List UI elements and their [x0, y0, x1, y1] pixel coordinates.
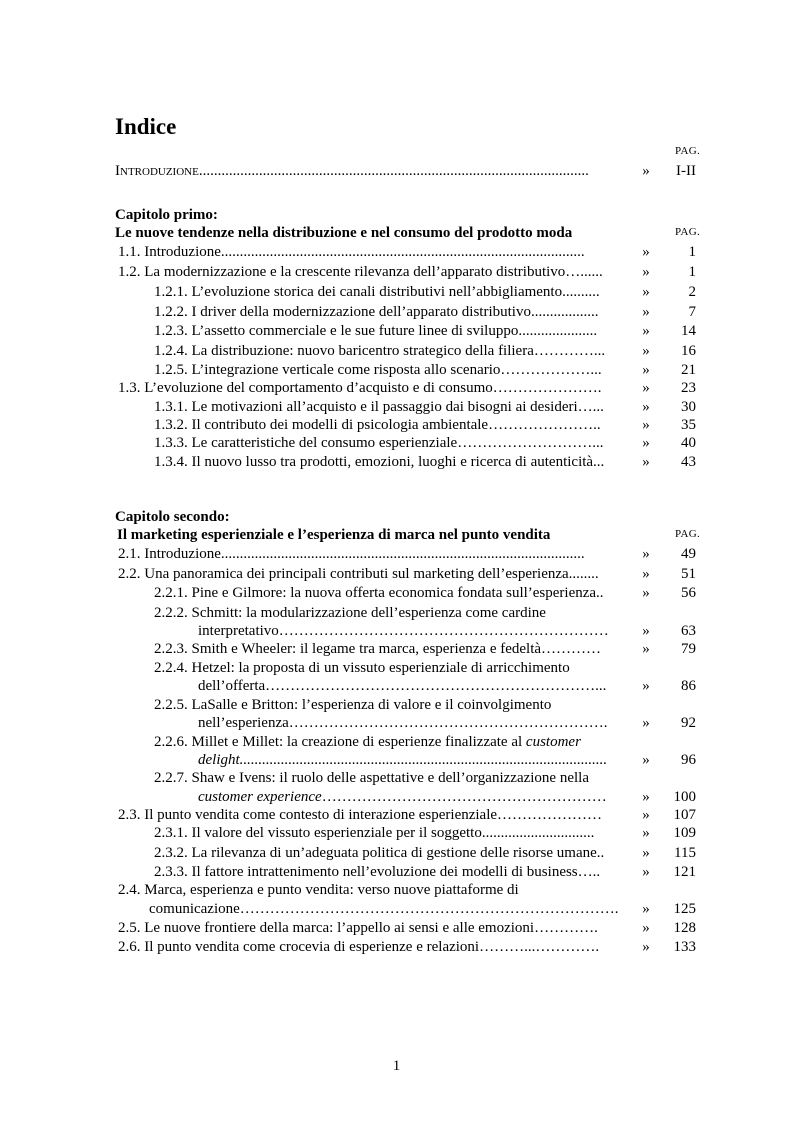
intro-label: Introduzione	[115, 163, 199, 179]
toc-entry-text: delight..................................................................................................	[198, 752, 608, 768]
toc-entry-text: dell’offerta…………………………………………………………...	[198, 678, 607, 694]
toc-row[interactable]	[0, 639, 793, 659]
raquo-glyph: »	[642, 566, 650, 582]
toc-page-number: 14	[681, 323, 696, 339]
page-number: 1	[392, 1058, 401, 1074]
raquo-glyph: »	[642, 417, 650, 433]
toc-row[interactable]	[0, 262, 793, 282]
toc-row[interactable]	[0, 918, 793, 938]
toc-entry-text	[198, 787, 636, 807]
toc-page-number: 121	[673, 864, 696, 880]
toc-row[interactable]	[0, 282, 793, 302]
toc-entry-text: 2.2.4. Hetzel: la proposta di un vissuto esperienziale di arricchimento	[154, 660, 570, 676]
toc-page-number: 133	[673, 939, 696, 955]
toc-page-number: 2	[688, 284, 696, 300]
toc-row[interactable]	[0, 787, 793, 807]
toc-page-number: 23	[681, 380, 696, 396]
toc-page-number: 1	[688, 244, 696, 260]
raquo-glyph: »	[642, 163, 650, 179]
toc-page-number: 35	[681, 417, 696, 433]
pag-label: PAG.	[675, 528, 700, 540]
raquo-glyph: »	[642, 825, 650, 841]
toc-row[interactable]	[0, 676, 793, 696]
raquo-glyph: »	[642, 789, 650, 805]
toc-row[interactable]	[0, 823, 793, 843]
toc-page-number: 109	[673, 825, 696, 841]
toc-row[interactable]	[0, 750, 793, 770]
toc-row[interactable]	[0, 843, 793, 863]
toc-page-number: 40	[681, 435, 696, 451]
toc-entry-text: 2.1. Introduzione.................................................................................................	[118, 546, 585, 562]
toc-page-number: 115	[674, 845, 696, 861]
toc-entry-text: 1.2.5. L’integrazione verticale come risposta allo scenario………………...	[154, 362, 602, 378]
toc-entry-text: 2.2.2. Schmitt: la modularizzazione dell’esperienza come cardine	[154, 605, 546, 621]
toc-page-number: 7	[688, 304, 696, 320]
toc-entry-text	[115, 161, 633, 181]
raquo-glyph: »	[642, 323, 650, 339]
toc-row[interactable]	[0, 621, 793, 641]
toc-row[interactable]	[0, 862, 793, 882]
toc-entry-text: 1.2.1. L’evoluzione storica dei canali distributivi nell’abbigliamento..........	[154, 284, 600, 300]
toc-row[interactable]	[0, 378, 793, 398]
raquo-glyph: »	[642, 641, 650, 657]
toc-row[interactable]	[0, 805, 793, 825]
toc-row[interactable]	[0, 603, 793, 623]
toc-page-number: 21	[681, 362, 696, 378]
raquo-glyph: »	[642, 864, 650, 880]
toc-entry-text: 2.3. Il punto vendita come contesto di interazione esperienziale…………………	[118, 807, 603, 823]
italic-customer: customer	[525, 734, 581, 750]
toc-row[interactable]	[0, 880, 793, 900]
toc-page-number: 125	[673, 901, 696, 917]
toc-page-number: 16	[681, 343, 696, 359]
raquo-glyph: »	[642, 845, 650, 861]
toc-page-number: I-II	[676, 163, 696, 179]
toc-row-introduzione[interactable]	[0, 161, 793, 181]
toc-page-number: 100	[673, 789, 696, 805]
toc-entry-text: 2.5. Le nuove frontiere della marca: l’appello ai sensi e alle emozioni………….	[118, 920, 598, 936]
raquo-glyph: »	[642, 362, 650, 378]
toc-entry-text: 2.2.3. Smith e Wheeler: il legame tra marca, esperienza e fedeltà…………	[154, 641, 602, 657]
toc-entry-text: 1.3.2. Il contributo dei modelli di psicologia ambientale…………………..	[154, 417, 601, 433]
toc-entry-text: 2.3.1. Il valore del vissuto esperienziale per il soggetto..............................	[154, 825, 595, 841]
toc-entry-text: 2.6. Il punto vendita come crocevia di esperienze e relazioni………...………….	[118, 939, 600, 955]
toc-entry-text: 2.3.2. La rilevanza di un’adeguata politica di gestione delle risorse umane..	[154, 845, 605, 861]
toc-row[interactable]	[0, 695, 793, 715]
toc-row[interactable]	[0, 242, 793, 262]
toc-page-number: 56	[681, 585, 696, 601]
entry-2-2-6-text: 2.2.6. Millet e Millet: la creazione di esperienze finalizzate al	[154, 734, 526, 750]
toc-entry-text: comunicazione………………………………………………………………….	[149, 901, 619, 917]
toc-page-number: 92	[681, 715, 696, 731]
toc-entry-text: interpretativo…………………………………………………………	[198, 623, 609, 639]
pag-label: PAG.	[675, 226, 700, 238]
toc-row[interactable]	[0, 360, 793, 380]
raquo-glyph: »	[642, 435, 650, 451]
toc-row[interactable]	[0, 302, 793, 322]
toc-row[interactable]	[0, 544, 793, 564]
raquo-glyph: »	[642, 807, 650, 823]
raquo-glyph: »	[642, 939, 650, 955]
toc-entry-text: 1.3.1. Le motivazioni all’acquisto e il passaggio dai bisogni ai desideri…...	[154, 399, 604, 415]
raquo-glyph: »	[642, 546, 650, 562]
toc-page-number: 49	[681, 546, 696, 562]
toc-row[interactable]	[0, 713, 793, 733]
chapter-1-heading: Capitolo primo:	[115, 207, 218, 223]
intro-dots: ........................................................................................................	[198, 163, 589, 179]
chapter-2-subtitle: Il marketing esperienziale e l’esperienza di marca nel punto vendita	[117, 527, 551, 543]
toc-row[interactable]	[0, 899, 793, 919]
raquo-glyph: »	[642, 920, 650, 936]
toc-entry-text: nell’esperienza……………………………………………………….	[198, 715, 608, 731]
toc-entry-text: 2.3.3. Il fattore intrattenimento nell’evoluzione dei modelli di business…..	[154, 864, 601, 880]
toc-page-number: 1	[688, 264, 696, 280]
toc-entry-text: 1.3.4. Il nuovo lusso tra prodotti, emozioni, luoghi e ricerca di autenticità...	[154, 454, 605, 470]
toc-row[interactable]	[0, 415, 793, 435]
raquo-glyph: »	[642, 304, 650, 320]
raquo-glyph: »	[642, 380, 650, 396]
toc-row[interactable]	[0, 768, 793, 788]
toc-entry-text: 1.2.4. La distribuzione: nuovo baricentro strategico della filiera…………...	[154, 343, 606, 359]
italic-customer-experience: customer experience	[198, 789, 322, 805]
toc-row[interactable]	[0, 564, 793, 584]
raquo-glyph: »	[642, 264, 650, 280]
raquo-glyph: »	[642, 901, 650, 917]
toc-entry-text	[154, 732, 636, 752]
toc-page-number: 43	[681, 454, 696, 470]
toc-page-number: 79	[681, 641, 696, 657]
raquo-glyph: »	[642, 678, 650, 694]
toc-entry-text: 1.2.2. I driver della modernizzazione dell’apparato distributivo..................	[154, 304, 599, 320]
toc-page-number: 63	[681, 623, 696, 639]
toc-page-number: 96	[681, 752, 696, 768]
toc-page-number: 51	[681, 566, 696, 582]
raquo-glyph: »	[642, 343, 650, 359]
toc-page-number: 107	[673, 807, 696, 823]
toc-entry-text: 1.3. L’evoluzione del comportamento d’acquisto e di consumo………………….	[118, 380, 602, 396]
chapter-2-heading: Capitolo secondo:	[115, 509, 230, 525]
page-title: Indice	[115, 114, 177, 139]
toc-page-number: 86	[681, 678, 696, 694]
toc-row[interactable]	[0, 583, 793, 603]
raquo-glyph: »	[642, 284, 650, 300]
raquo-glyph: »	[642, 715, 650, 731]
raquo-glyph: »	[642, 623, 650, 639]
toc-row[interactable]	[0, 658, 793, 678]
toc-row[interactable]	[0, 341, 793, 361]
raquo-glyph: »	[642, 585, 650, 601]
chapter-1-subtitle: Le nuove tendenze nella distribuzione e nel consumo del prodotto moda	[115, 225, 573, 241]
raquo-glyph: »	[642, 454, 650, 470]
toc-row[interactable]	[0, 321, 793, 341]
raquo-glyph: »	[642, 399, 650, 415]
pag-label: PAG.	[675, 145, 700, 157]
raquo-glyph: »	[642, 752, 650, 768]
toc-page-number: 128	[673, 920, 696, 936]
toc-entry-text: 2.2.1. Pine e Gilmore: la nuova offerta economica fondata sull’esperienza..	[154, 585, 604, 601]
toc-entry-text: 2.2.7. Shaw e Ivens: il ruolo delle aspettative e dell’organizzazione nella	[154, 770, 589, 786]
toc-entry-text: 1.2.3. L’assetto commerciale e le sue future linee di sviluppo.....................	[154, 323, 598, 339]
toc-entry-text: 2.4. Marca, esperienza e punto vendita: verso nuove piattaforme di	[118, 882, 519, 898]
toc-row[interactable]	[0, 433, 793, 453]
toc-row[interactable]	[0, 397, 793, 417]
toc-row[interactable]	[0, 452, 793, 472]
entry-2-2-7-dots: …………………………………………………	[321, 789, 607, 805]
toc-entry-text: 2.2. Una panoramica dei principali contributi sul marketing dell’esperienza........	[118, 566, 599, 582]
toc-entry-text: 1.1. Introduzione.................................................................................................	[118, 244, 585, 260]
toc-page-number: 30	[681, 399, 696, 415]
toc-row[interactable]	[0, 937, 793, 957]
toc-entry-text: 1.3.3. Le caratteristiche del consumo esperienziale………………………...	[154, 435, 604, 451]
toc-entry-text: 1.2. La modernizzazione e la crescente rilevanza dell’apparato distributivo…......	[118, 264, 603, 280]
raquo-glyph: »	[642, 244, 650, 260]
toc-row[interactable]	[0, 732, 793, 752]
toc-entry-text: 2.2.5. LaSalle e Britton: l’esperienza di valore e il coinvolgimento	[154, 697, 552, 713]
